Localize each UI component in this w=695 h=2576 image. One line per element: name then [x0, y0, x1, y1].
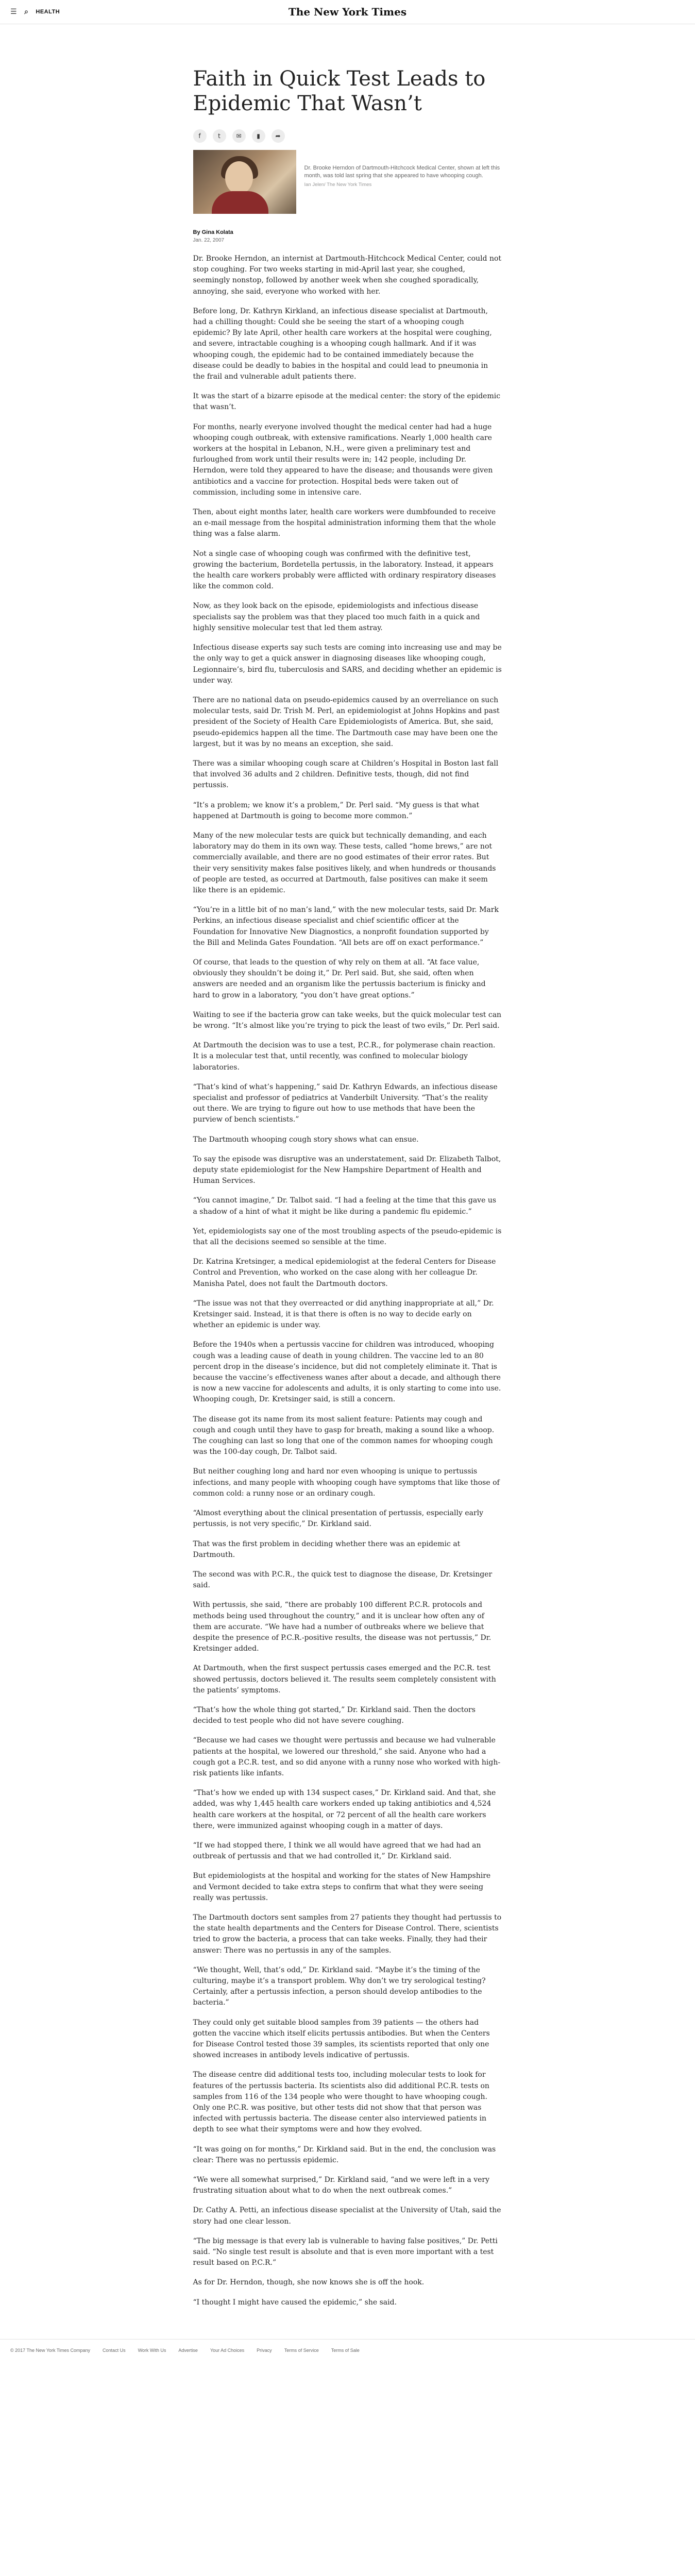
article-paragraph: Dr. Katrina Kretsinger, a medical epidemiologist at the federal Centers for Disease Control and Prevention, who worked on the case along with her colleague Dr. Manisha Patel, does not fault the Dartmouth doctors. [193, 1258, 496, 1288]
article-paragraph: The disease centre did additional tests too, including molecular tests to look for features of the pertussis bacteria. Its scientists also did additional P.C.R. tests on samples from 116 of the 134 people who were thought to have whooping cough. Only one P.C.R. was positive, but other tests did not show that that person was infected with pertussis bacteria. The disease center also interviewed patients in depth to see what their symptoms were and how they evolved. [193, 2071, 489, 2134]
article-paragraph: “Almost everything about the clinical presentation of pertussis, especially early pertussis, is not very specific,” Dr. Kirkland said. [193, 1509, 484, 1529]
article-paragraph: Now, as they look back on the episode, epidemiologists and infectious disease specialists say the problem was that they placed too much faith in a quick and highly sensitive molecular test that led them astray. [193, 602, 480, 632]
article-paragraph: It was the start of a bizarre episode at the medical center: the story of the epidemic that wasn’t. [193, 392, 501, 412]
footer-link[interactable]: Privacy [257, 2347, 272, 2353]
bookmark-icon[interactable]: ▮ [252, 129, 265, 143]
article-paragraph: “It’s a problem; we know it’s a problem,” Dr. Perl said. “My guess is that what happened at Dartmouth is going to become more common.” [193, 801, 480, 820]
article-body [193, 253, 502, 2308]
article-paragraph: With pertussis, she said, “there are probably 100 different P.C.R. protocols and methods being used throughout the country,” and it is unclear how often any of them are accurate. “We have had a number of outbreaks where we believe that despite the presence of P.C.R.-positive results, the disease was not pertussis,” Dr. Kretsinger added. [193, 1601, 491, 1653]
article-paragraph: For months, nearly everyone involved thought the medical center had had a huge whooping cough outbreak, with extensive ramifications. Nearly 1,000 health care workers at the hospital in Lebanon, N.H., were given a preliminary test and furloughed from work until their results were in; 142 people, including Dr. Herndon, were told they appeared to have the disease; and thousands were given antibiotics and a vaccine for protection. Hospital beds were taken out of commission, including some in intensive care. [193, 422, 493, 497]
article-paragraph: “You’re in a little bit of no man’s land,” with the new molecular tests, said Dr. Mark Perkins, an infectious disease specialist and chief scientific officer at the Foundation for Innovative New Diagnostics, a nonprofit foundation supported by the Bill and Melinda Gates Foundation. “All bets are off on exact performance.” [193, 906, 499, 947]
share-toolbar [193, 129, 502, 143]
article [193, 66, 502, 2308]
article-paragraph: As for Dr. Herndon, though, she now knows she is off the hook. [193, 2278, 425, 2287]
footer-link[interactable]: Advertise [178, 2347, 198, 2353]
email-icon[interactable]: ✉ [232, 129, 246, 143]
article-paragraph: The disease got its name from its most salient feature: Patients may cough and cough and cough until they have to gasp for breath, making a sound like a whoop. The coughing can last so long that one of the common names for whooping cough was the 100-day cough, Dr. Talbot said. [193, 1415, 495, 1456]
masthead-left [10, 8, 60, 16]
footer-link[interactable]: Terms of Sale [331, 2347, 360, 2353]
article-paragraph: “Because we had cases we thought were pertussis and because we had vulnerable patients at the hospital, we lowered our threshold,” she said. Anyone who had a cough got a P.C.R. test, and so did anyone with a runny nose who worked with high-risk patients like infants. [193, 1736, 501, 1777]
footer-link[interactable]: Terms of Service [284, 2347, 319, 2353]
article-paragraph: Waiting to see if the bacteria grow can take weeks, but the quick molecular test can be wrong. “It’s almost like you’re trying to pick the least of two evils,” Dr. Perl said. [193, 1010, 502, 1030]
article-paragraph: “It was going on for months,” Dr. Kirkland said. But in the end, the conclusion was clear: There was no pertussis epidemic. [193, 2145, 496, 2164]
footer-link[interactable]: Contact Us [103, 2347, 126, 2353]
masthead [0, 0, 695, 24]
article-paragraph: “The issue was not that they overreacted or did anything inappropriate at all,” Dr. Kretsinger said. Instead, it is that there is often is no way to decide early on whether an epidemic is under way. [193, 1299, 494, 1330]
nyt-logo[interactable]: The New York Times [288, 6, 407, 18]
article-paragraph: That was the first problem in deciding whether there was an epidemic at Dartmouth. [193, 1539, 461, 1559]
search-icon[interactable]: ⌕ [24, 8, 29, 16]
section-label[interactable]: HEALTH [36, 9, 60, 15]
footer-link[interactable]: Work With Us [138, 2347, 166, 2353]
article-paragraph: Not a single case of whooping cough was confirmed with the definitive test, growing the bacterium, Bordetella pertussis, in the laboratory. Instead, it appears the health care workers probably were afflicted with ordinary respiratory diseases like the common cold. [193, 549, 496, 591]
article-paragraph: The Dartmouth doctors sent samples from 27 patients they thought had pertussis to the state health departments and the Centers for Disease Control. There, scientists tried to grow the bacteria, a process that can take weeks. Finally, they had their answer: There was no pertussis in any of the samples. [193, 1913, 502, 1955]
article-paragraph: “The big message is that every lab is vulnerable to having false positives,” Dr. Petti said. “No single test result is absolute and that is even more important with a test result based on P.C.R.” [193, 2236, 498, 2267]
copyright-text: © 2017 The New York Times Company [10, 2347, 91, 2353]
article-paragraph: There are no national data on pseudo-epidemics caused by an overreliance on such molecular tests, said Dr. Trish M. Perl, an epidemiologist at Johns Hopkins and past president of the Society of Health Care Epidemiologists of America. But, she said, pseudo-epidemics happen all the time. The Dartmouth case may have been one the largest, but it was by no means an exception, she said. [193, 696, 500, 748]
article-paragraph: Dr. Cathy A. Petti, an infectious disease specialist at the University of Utah, said the story had one clear lesson. [193, 2206, 501, 2226]
article-paragraph: The Dartmouth whooping cough story shows what can ensue. [193, 1135, 419, 1144]
article-headline: Faith in Quick Test Leads to Epidemic That Wasn’t [193, 67, 486, 115]
article-paragraph: Before the 1940s when a pertussis vaccine for children was introduced, whooping cough was a leading cause of death in young children. The vaccine led to an 80 percent drop in the disease’s incidence, but did not completely eliminate it. That is because the vaccine’s effectiveness wanes after about a decade, and although there is now a new vaccine for adolescents and adults, it is only starting to come into use. Whooping cough, Dr. Kretsinger said, is still a concern. [193, 1341, 501, 1404]
menu-icon[interactable]: ☰ [10, 8, 18, 16]
article-paragraph: But epidemiologists at the hospital and working for the states of New Hampshire and Vermont decided to take extra steps to confirm that what they were seeing really was pertussis. [193, 1872, 491, 1902]
article-paragraph: “We thought, Well, that’s odd,” Dr. Kirkland said. “Maybe it’s the timing of the culturing, maybe it’s a transport problem. Why don’t we try serological testing? Certainly, after a pertussis infection, a person should develop antibodies to the bacteria.” [193, 1965, 486, 2007]
article-paragraph: At Dartmouth the decision was to use a test, P.C.R., for polymerase chain reaction. It is a molecular test that, until recently, was confined to molecular biology laboratories. [193, 1041, 496, 1072]
article-paragraph: Yet, epidemiologists say one of the most troubling aspects of the pseudo-epidemic is that all the decisions seemed so sensible at the time. [193, 1227, 502, 1247]
lead-image [193, 150, 296, 214]
page-footer [0, 2339, 695, 2361]
article-paragraph: There was a similar whooping cough scare at Children’s Hospital in Boston last fall that involved 36 adults and 2 children. Definitive tests, though, did not find pertussis. [193, 759, 499, 790]
article-paragraph: Dr. Brooke Herndon, an internist at Dartmouth-Hitchcock Medical Center, could not stop coughing. For two weeks starting in mid-April last year, she coughed, seemingly nonstop, followed by another week when she coughed sporadically, annoying, she said, everyone who worked with her. [193, 255, 502, 296]
footer-link[interactable]: Your Ad Choices [210, 2347, 245, 2353]
article-paragraph: The second was with P.C.R., the quick test to diagnose the disease, Dr. Kretsinger said. [193, 1570, 493, 1590]
article-paragraph: Then, about eight months later, health care workers were dumbfounded to receive an e-mail message from the hospital administration informing them that the whole thing was a false alarm. [193, 508, 496, 538]
article-paragraph: To say the episode was disruptive was an understatement, said Dr. Elizabeth Talbot, deputy state epidemiologist for the New Hampshire Department of Health and Human Services. [193, 1155, 501, 1185]
byline[interactable]: By Gina Kolata [193, 229, 233, 235]
article-paragraph: “That’s how the whole thing got started,” Dr. Kirkland said. Then the doctors decided to test people who did not have severe coughing. [193, 1705, 476, 1725]
article-paragraph: Of course, that leads to the question of why rely on them at all. “At face value, obviously they shouldn’t be doing it,” Dr. Perl said. But, she said, often when answers are needed and an organism like the pertussis bacterium is finicky and hard to grow in a laboratory, “you don’t have great options.” [193, 958, 486, 999]
share-icon[interactable]: ➦ [272, 129, 285, 143]
article-paragraph: “We were all somewhat surprised,” Dr. Kirkland said, “and we were left in a very frustrating situation about what to do when the next outbreak comes.” [193, 2176, 490, 2195]
article-paragraph: But neither coughing long and hard nor even whooping is unique to pertussis infections, and many people with whooping cough have symptoms that like those of common cold: a runny nose or an ordinary cough. [193, 1467, 500, 1498]
lead-figure [193, 150, 502, 214]
lead-caption [304, 150, 502, 214]
article-paragraph: “If we had stopped there, I think we all would have agreed that we had had an outbreak of pertussis and that we had controlled it,” Dr. Kirkland said. [193, 1841, 481, 1861]
article-paragraph: “I thought I might have caused the epidemic,” she said. [193, 2298, 397, 2307]
article-paragraph: They could only get suitable blood samples from 39 patients — the others had gotten the vaccine which itself elicits pertussis antibodies. But when the Centers for Disease Control tested those 39 samples, its scientists reported that only one showed increases in antibody levels indicative of pertussis. [193, 2018, 490, 2060]
article-paragraph: Many of the new molecular tests are quick but technically demanding, and each laboratory may do them in its own way. These tests, called “home brews,” are not commercially available, and there are no good estimates of their error rates. But their very sensitivity makes false positives likely, and when hundreds or thousands of people are tested, as occurred at Dartmouth, false positives can make it seem like there is an epidemic. [193, 831, 496, 894]
article-paragraph: “That’s how we ended up with 134 suspect cases,” Dr. Kirkland said. And that, she added, was why 1,445 health care workers ended up taking antibiotics and 4,524 health care workers at the hospital, or 72 percent of all the health care workers there, were immunized against whooping cough in a matter of days. [193, 1789, 496, 1830]
article-paragraph: At Dartmouth, when the first suspect pertussis cases emerged and the P.C.R. test showed pertussis, doctors believed it. The results seem completely consistent with the patients’ symptoms. [193, 1664, 496, 1694]
caption-text: Dr. Brooke Herndon of Dartmouth-Hitchcock Medical Center, shown at left this month, was told last spring that she appeared to have whooping cough. [304, 165, 500, 179]
caption-credit: Ian Jelen/ The New York Times [304, 182, 372, 188]
dateline: Jan. 22, 2007 [193, 238, 225, 243]
article-paragraph: “That’s kind of what’s happening,” said Dr. Kathryn Edwards, an infectious disease specialist and professor of pediatrics at Vanderbilt University. “That’s the reality out there. We are trying to figure out how to use methods that have been the purview of bench scientists.” [193, 1082, 498, 1124]
article-paragraph: Infectious disease experts say such tests are coming into increasing use and may be the only way to get a quick answer in diagnosing diseases like whooping cough, Legionnaire’s, bird flu, tuberculosis and SARS, and deciding whether an epidemic is under way. [193, 643, 502, 685]
article-paragraph: Before long, Dr. Kathryn Kirkland, an infectious disease specialist at Dartmouth, had a chilling thought: Could she be seeing the start of a whooping cough epidemic? By late April, other health care workers at the hospital were coughing, and severe, intractable coughing is a whooping cough hallmark. And if it was whooping cough, the epidemic had to be contained immediately because the disease could be deadly to babies in the hospital and could lead to pneumonia in the frail and vulnerable adult patients there. [193, 307, 492, 381]
article-paragraph: “You cannot imagine,” Dr. Talbot said. “I had a feeling at the time that this gave us a shadow of a hint of what it might be like during a pandemic flu epidemic.” [193, 1196, 497, 1216]
facebook-icon[interactable]: f [193, 129, 207, 143]
twitter-icon[interactable]: t [213, 129, 226, 143]
